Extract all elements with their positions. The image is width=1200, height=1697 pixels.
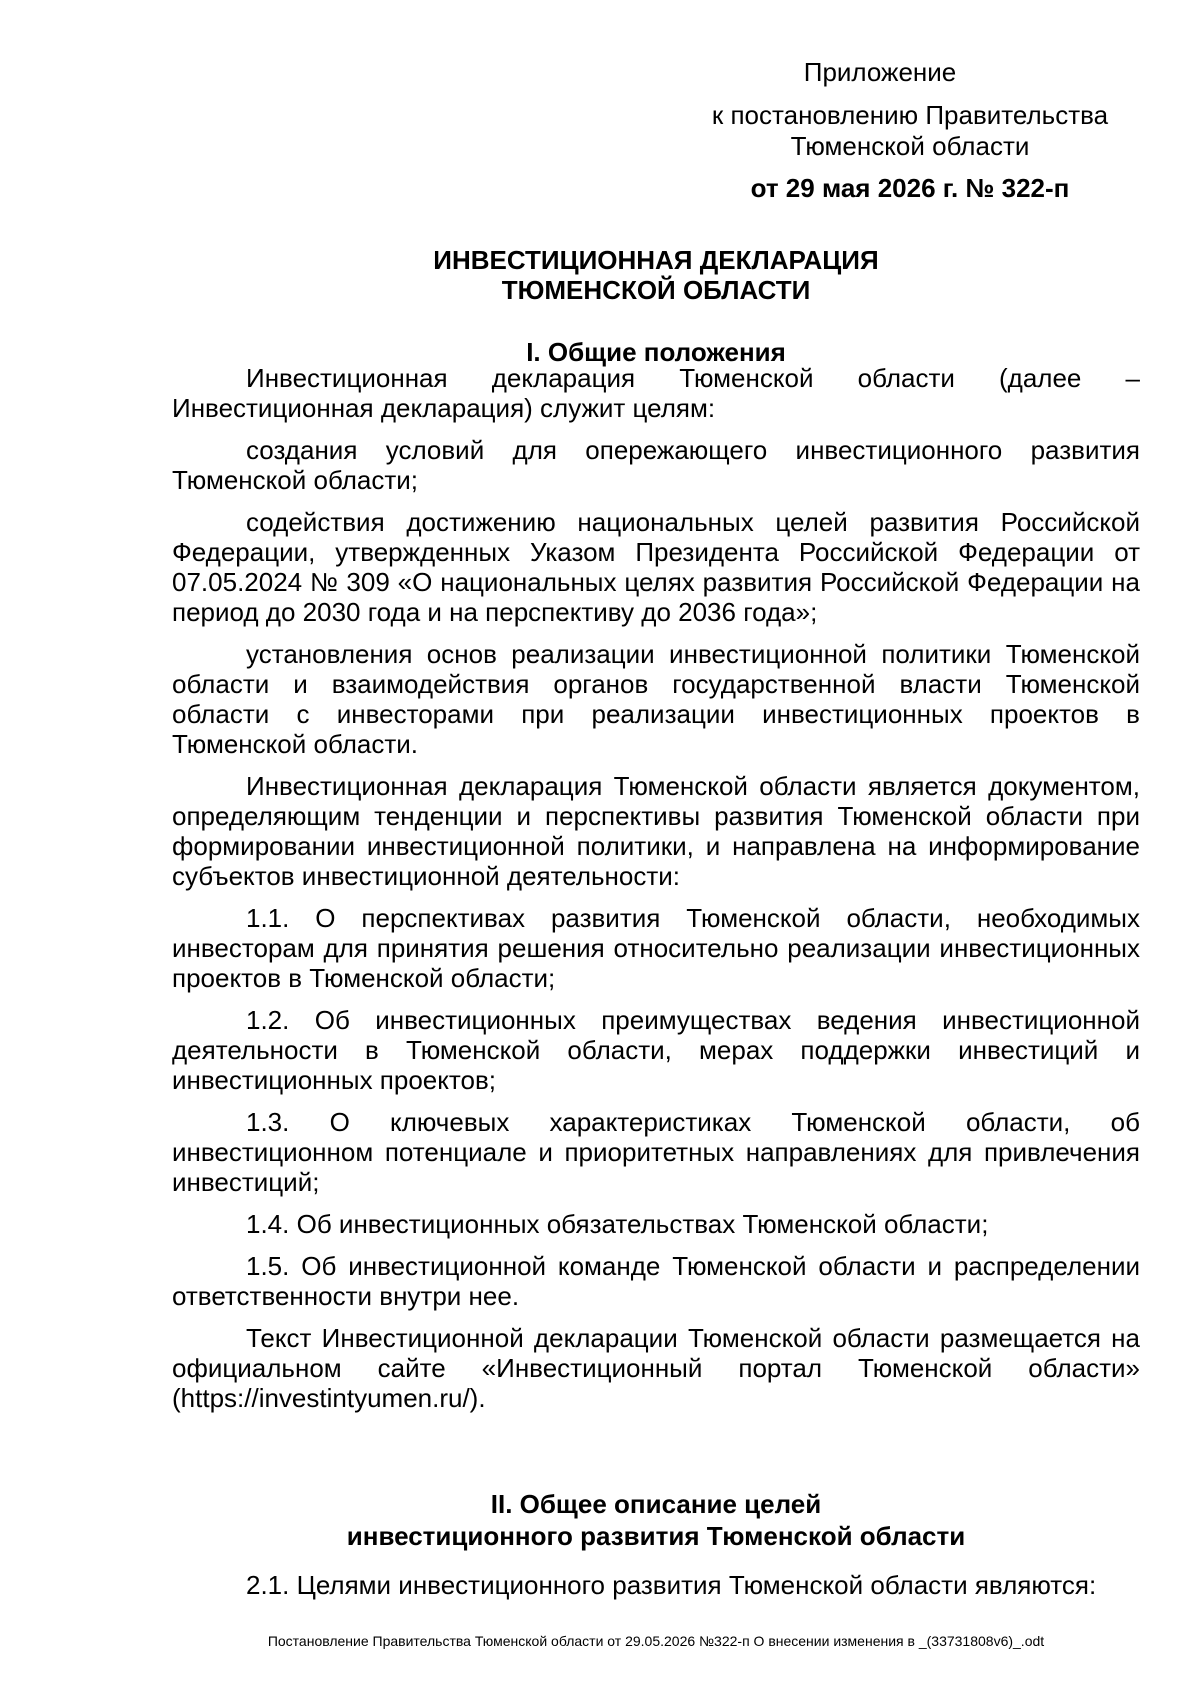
section-2-heading-line-2: инвестиционного развития Тюменской области (346, 1521, 966, 1551)
section-1-heading: I. Общие положения (526, 337, 786, 367)
section-1-body (172, 363, 1140, 1413)
paragraph: 1.3. О ключевых характеристиках Тюменской области, об инвестиционном потенциале и приоритетных направлениях для привлечения инвестиций; (172, 1107, 1140, 1197)
paragraph: Текст Инвестиционной декларации Тюменской области размещается на официальном сайте «Инвестиционный портал Тюменской области» (https://investintyumen.ru/). (172, 1323, 1140, 1413)
appendix-reference-line-1: к постановлению Правительства (711, 100, 1109, 130)
paragraph: 1.5. Об инвестиционной команде Тюменской области и распределении ответственности внутри нее. (172, 1251, 1140, 1311)
paragraph: Инвестиционная декларация Тюменской области (далее – Инвестиционная декларация) служит целям: (172, 363, 1140, 423)
section-2-heading-line-1: II. Общее описание целей (490, 1489, 822, 1519)
section-2-heading (172, 1488, 1140, 1552)
paragraph: 1.1. О перспективах развития Тюменской области, необходимых инвесторам для принятия решения относительно реализации инвестиционных проектов в Тюменской области; (172, 903, 1140, 993)
document-title (172, 245, 1140, 305)
paragraph: установления основ реализации инвестиционной политики Тюменской области и взаимодействия органов государственной власти Тюменской области с инвесторами при реализации инвестиционных проектов в Тюменской области. (172, 639, 1140, 759)
paragraph: 2.1. Целями инвестиционного развития Тюменской области являются: (246, 1570, 1097, 1600)
paragraph: создания условий для опережающего инвестиционного развития Тюменской области; (172, 435, 1140, 495)
paragraph: 1.4. Об инвестиционных обязательствах Тюменской области; (246, 1209, 989, 1239)
appendix-title: Приложение (803, 57, 957, 87)
appendix-reference (700, 100, 1120, 162)
document-title-line-2: ТЮМЕНСКОЙ ОБЛАСТИ (501, 275, 811, 305)
appendix-date: от 29 мая 2026 г. № 322-п (750, 173, 1070, 203)
page-footer: Постановление Правительства Тюменской области от 29.05.2026 №322-п О внесении изменения в _(33731808v6)_.odt (267, 1633, 1045, 1649)
document-title-line-1: ИНВЕСТИЦИОННАЯ ДЕКЛАРАЦИЯ (433, 245, 879, 275)
appendix-reference-line-2: Тюменской области (790, 131, 1030, 161)
paragraph: 1.2. Об инвестиционных преимуществах ведения инвестиционной деятельности в Тюменской области, мерах поддержки инвестиций и инвестиционных проектов; (172, 1005, 1140, 1095)
paragraph: содействия достижению национальных целей развития Российской Федерации, утвержденных Указом Президента Российской Федерации от 07.05.2024 № 309 «О национальных целях развития Российской Федерации на период до 2030 года и на перспективу до 2036 года»; (172, 507, 1140, 627)
paragraph: Инвестиционная декларация Тюменской области является документом, определяющим тенденции и перспективы развития Тюменской области при формировании инвестиционной политики, и направлена на информирование субъектов инвестиционной деятельности: (172, 771, 1140, 891)
